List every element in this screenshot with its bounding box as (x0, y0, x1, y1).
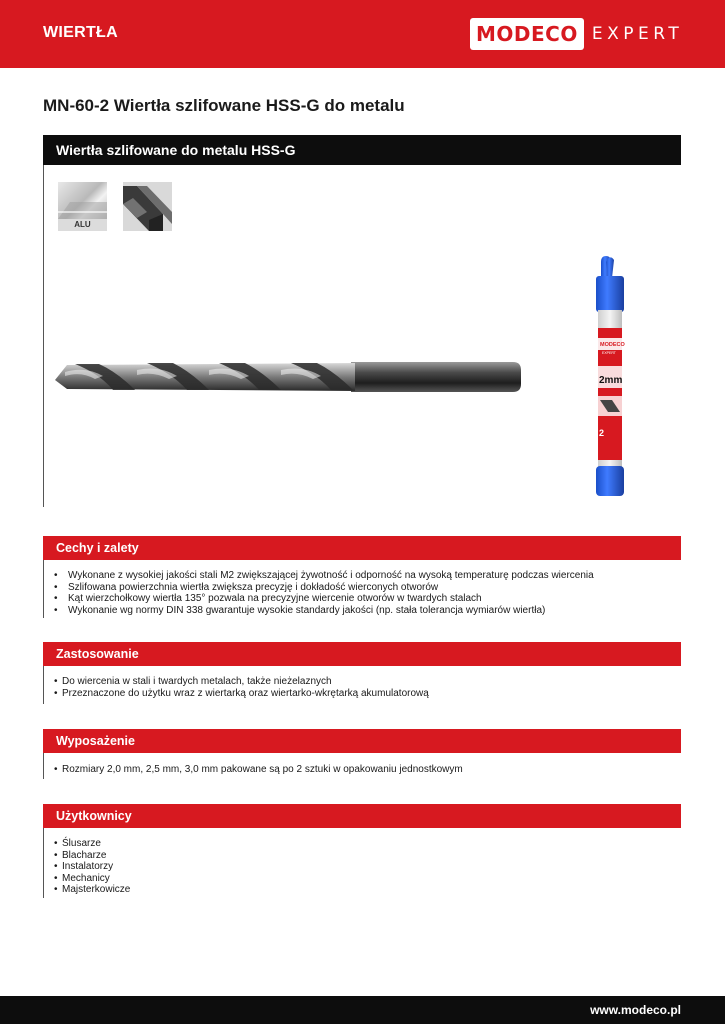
brand-word: EXPERT (591, 24, 684, 44)
alu-sheet-icon (58, 182, 107, 219)
product-subtitle-bar (43, 135, 681, 165)
equipment-list (54, 764, 463, 776)
users-border (43, 828, 44, 898)
list-item: • Instalatorzy (54, 861, 130, 873)
equipment-header (43, 729, 681, 753)
product-subtitle: Wiertła szlifowane do metalu HSS-G (56, 142, 296, 158)
list-item: • Do wiercenia w stali i twardych metalach, także nieżelaznych (54, 676, 429, 688)
list-item: • Wykonane z wysokiej jakości stali M2 zwiększającej żywotność i odporność na wysoką temperaturę podczas wiercenia (54, 570, 594, 582)
brand-logo[interactable] (470, 18, 683, 50)
product-title: MN-60-2 Wiertła szlifowane HSS-G do metalu (43, 96, 405, 115)
usage-header (43, 642, 681, 666)
features-title: Cechy i zalety (56, 541, 139, 555)
footer-bar (0, 996, 725, 1024)
users-header (43, 804, 681, 828)
alu-label: ALU (58, 219, 107, 231)
category-title: WIERTŁA (43, 24, 118, 41)
users-list (54, 838, 130, 896)
list-item: • Kąt wierzchołkowy wiertła 135° pozwala na precyzyjne wiercenie otworów w twardych stalach (54, 593, 594, 605)
list-item: • Szlifowana powierzchnia wiertła zwiększa precyzję i dokładość wierconych otworów (54, 582, 594, 594)
features-list (54, 570, 594, 616)
package-code-text: 2 (599, 428, 605, 438)
steel-icon (123, 182, 172, 231)
list-item: • Rozmiary 2,0 mm, 2,5 mm, 3,0 mm pakowane są po 2 sztuki w opakowaniu jednostkowym (54, 764, 463, 776)
package-size-text: 2mm (599, 375, 623, 386)
package-sub-text: EXPERT (602, 351, 616, 355)
list-item: • Mechanicy (54, 873, 130, 885)
list-item: • Przeznaczone do użytku wraz z wiertarką oraz wiertarko-wkrętarką akumulatorową (54, 688, 429, 700)
list-item: • Ślusarze (54, 838, 130, 850)
usage-border (43, 666, 44, 704)
drill-bit-image (55, 352, 525, 402)
brand-mark: MODECO (470, 18, 584, 50)
package-tube-image (590, 254, 630, 500)
list-item: • Wykonanie wg normy DIN 338 gwarantuje wysokie standardy jakości (np. stała tolerancja wymiarów wiertła) (54, 605, 594, 617)
alu-icon (58, 182, 107, 231)
package-brand-text: MODECO (600, 342, 625, 348)
usage-list (54, 676, 429, 699)
features-header (43, 536, 681, 560)
users-title: Użytkownicy (56, 809, 132, 823)
features-border (43, 560, 44, 618)
list-item: • Majsterkowicze (54, 884, 130, 896)
image-panel-border (43, 165, 44, 507)
footer-url-link[interactable]: www.modeco.pl (590, 1003, 681, 1017)
equipment-border (43, 753, 44, 779)
usage-title: Zastosowanie (56, 647, 139, 661)
equipment-title: Wyposażenie (56, 734, 135, 748)
header-bar (0, 0, 725, 68)
list-item: • Blacharze (54, 850, 130, 862)
